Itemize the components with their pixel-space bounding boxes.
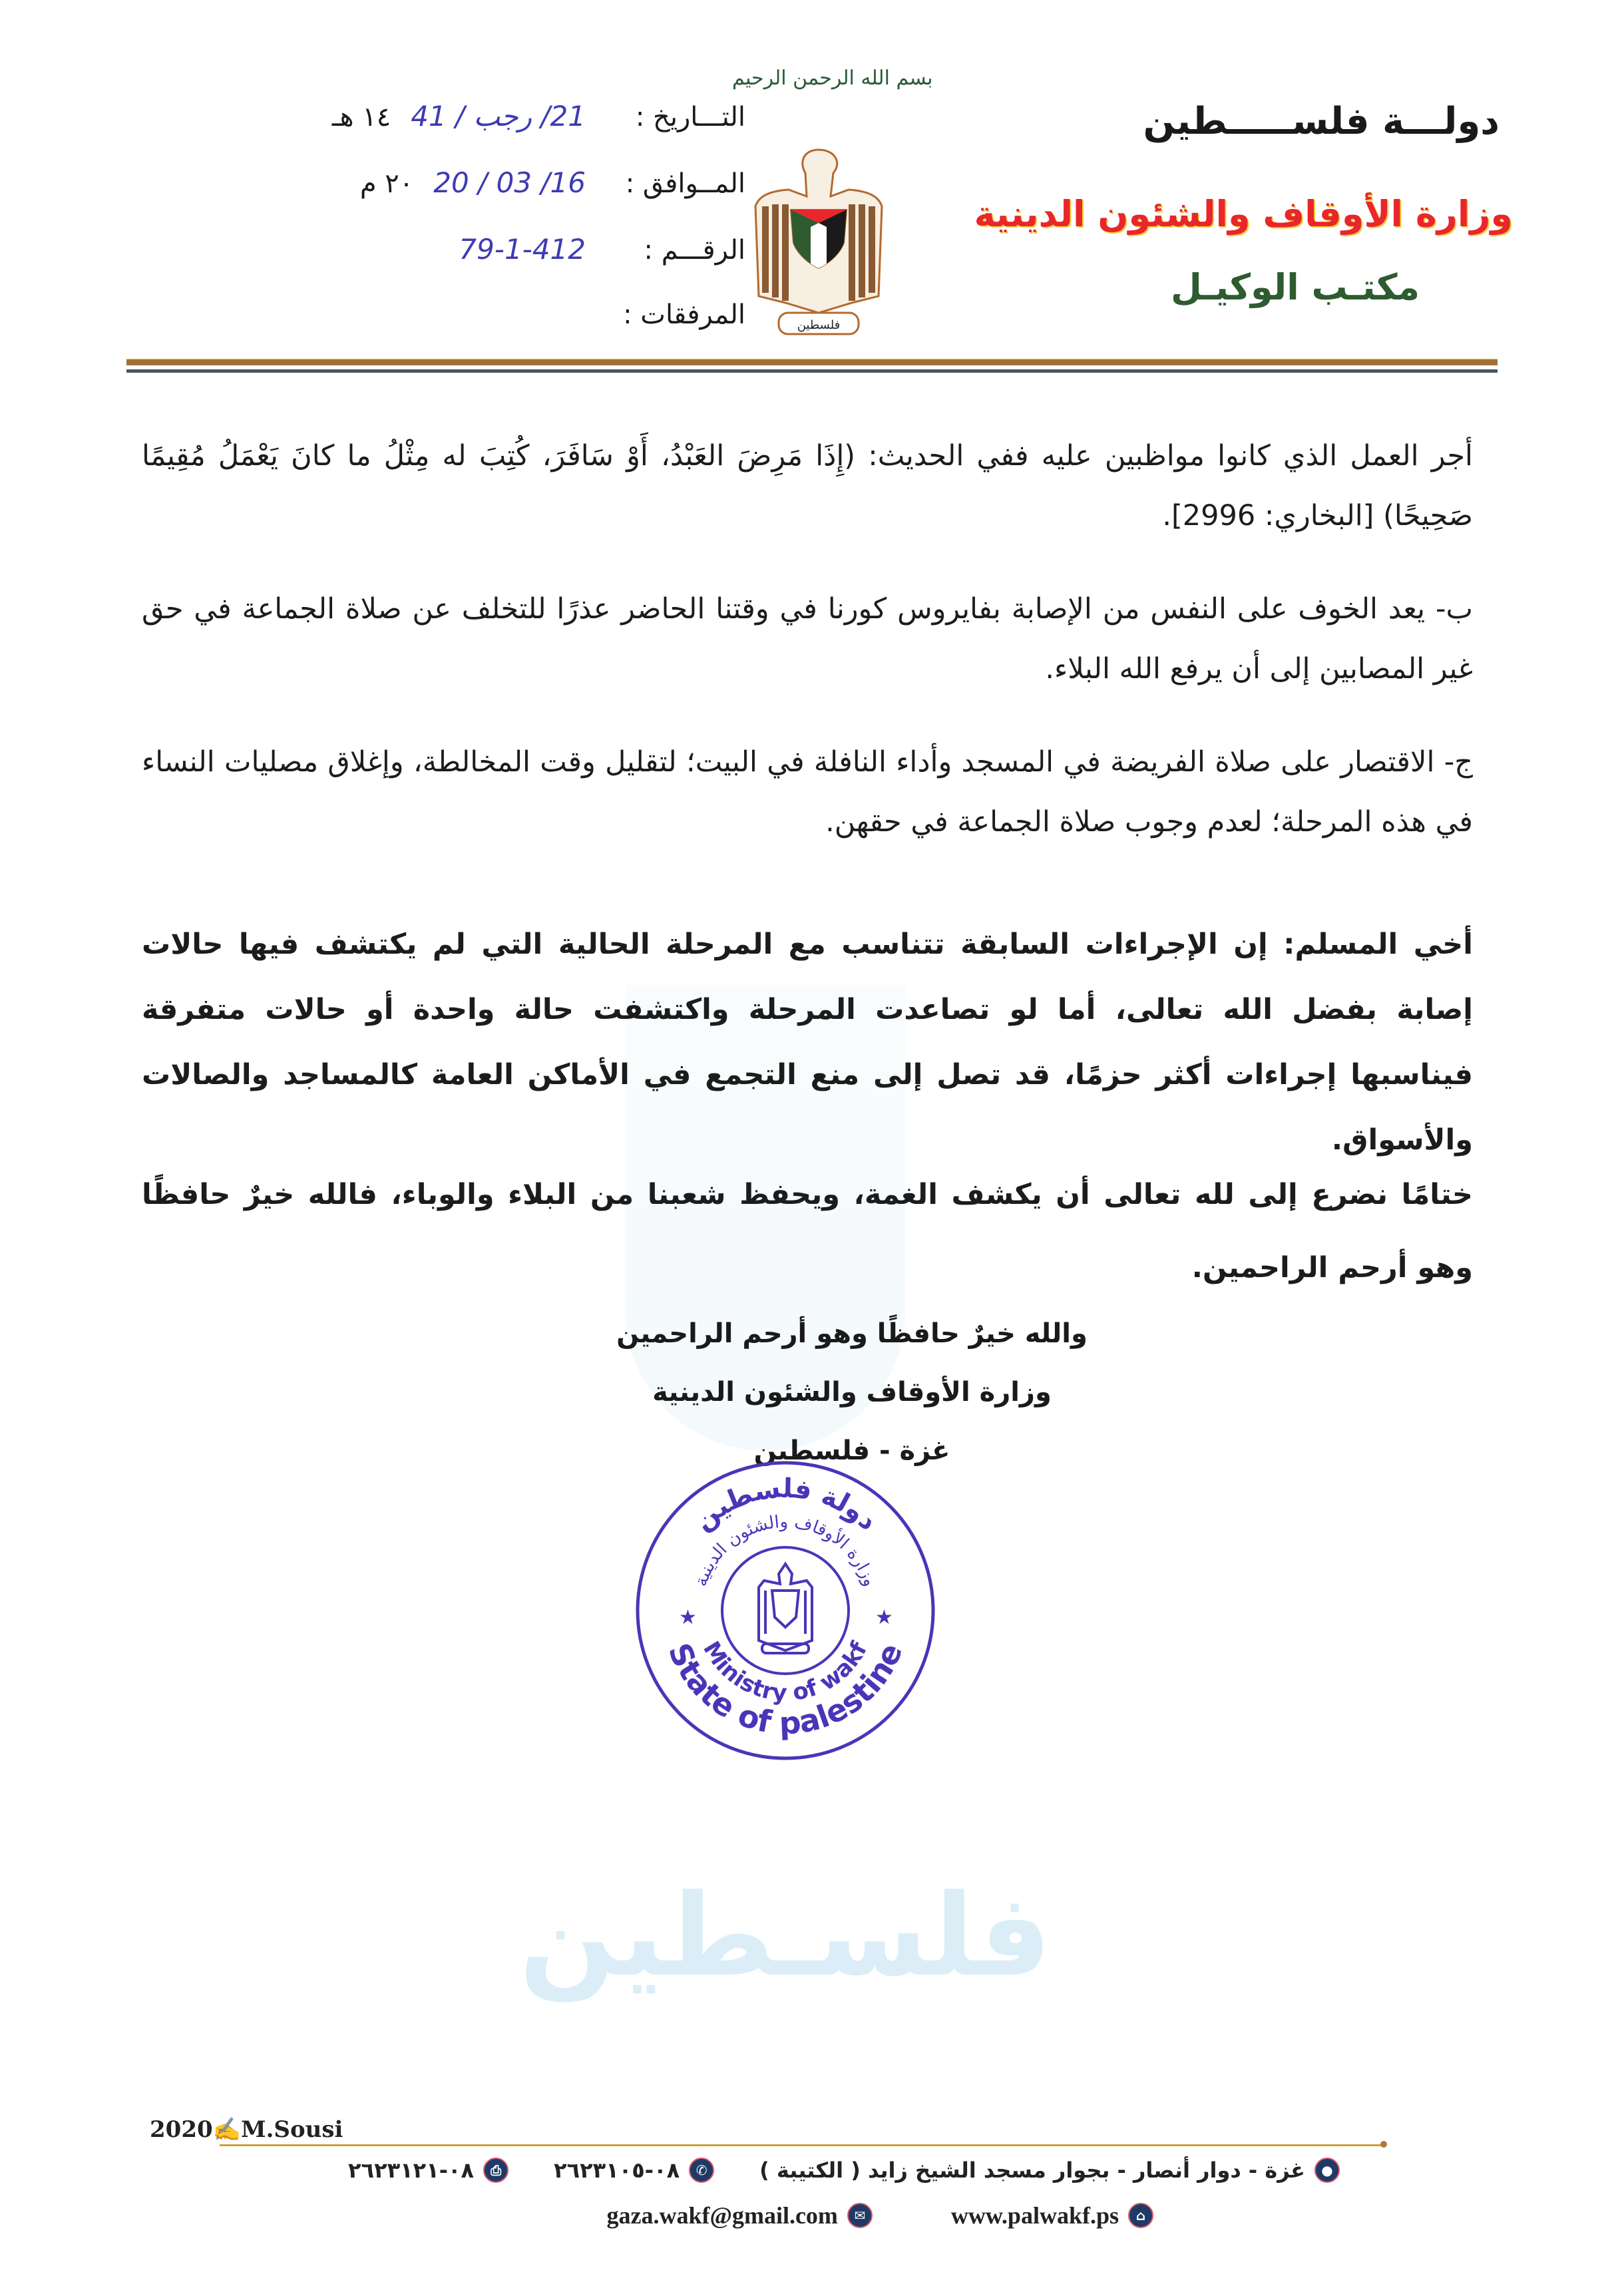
emblem-caption: فلسطين <box>797 318 841 332</box>
closing-location: غزة - فلسطين <box>753 1435 950 1466</box>
paragraph-text: ب- يعد الخوف على النفس من الإصابة بفايروس كورنا في وقتنا الحاضر عذرًا للتخلف عن صلاة الجماعة في حق غير المصابين إلى أن يرفع الله البلاء. <box>142 592 1473 685</box>
footer-divider-dot <box>1380 2141 1387 2148</box>
footer-website-link[interactable]: www.palwakf.ps <box>950 2202 1119 2229</box>
hijri-date-value: 21/ رجب / 41 <box>411 100 586 132</box>
footer-address: غزة - دوار أنصار - بجوار مسجد الشيخ زايد ( الكتيبة ) <box>759 2158 1305 2183</box>
header-divider-gold <box>126 359 1498 365</box>
footer-fax: ٠٨-٢٦٢٣١٢١ <box>348 2158 475 2183</box>
stamp-english-inner: Ministry of wakf <box>698 1636 873 1707</box>
paragraph-text: ختامًا نضرع إلى لله تعالى أن يكشف الغمة، ويحفظ شعبنا من البلاء والوباء، فالله خيرٌ حافظًا وهو أرحم الراحمين. <box>142 1178 1473 1284</box>
body-paragraph-c <box>142 732 1473 852</box>
home-website-icon: ⌂ <box>1128 2203 1153 2228</box>
closing-prayer: والله خيرٌ حافظًا وهو أرحم الراحمين <box>616 1318 1088 1349</box>
footer-online-row <box>606 2201 1153 2229</box>
document-credit: 2020✍M.Sousi <box>150 2116 343 2143</box>
footer-phone: ٠٨-٢٦٢٣١٠٥ <box>554 2158 680 2183</box>
palestine-eagle-emblem-icon <box>752 143 885 343</box>
attachments-label: المرفقات : <box>623 299 745 330</box>
state-name: دولـــة فلســـــطين <box>1143 100 1500 143</box>
header-divider-dark <box>126 369 1498 373</box>
meta-row-gregorian-date <box>146 166 745 233</box>
paragraph-text: أجر العمل الذي كانوا مواظبين عليه ففي الحديث: (إِذَا مَرِضَ العَبْدُ، أَوْ سَافَرَ، كُتِبَ له مِثْلُ ما كانَ يَعْمَلُ مُقِيمًا صَحِيحًا) [البخاري: 2996]. <box>142 439 1473 532</box>
gregorian-date-suffix: ٢٠ م <box>359 168 414 199</box>
paragraph-text: أخي المسلم: إن الإجراءات السابقة تتناسب مع المرحلة الحالية التي لم يكتشف فيها حالات إصابة بفضل الله تعالى، أما لو تصاعدت المرحلة واكتشفت حالة واحدة أو حالات متفرقة فيناسبها إجراءات أكثر حزمًا، قد تصل إلى منع التجمع في الأماكن العامة كالمساجد والصالات والأسواق. <box>142 928 1473 1157</box>
meta-row-attachments <box>146 299 745 366</box>
reference-value: 79-1-412 <box>459 233 586 266</box>
official-stamp <box>632 1457 938 1764</box>
closing-ministry: وزارة الأوقاف والشئون الدينية <box>652 1377 1052 1408</box>
phone-icon: ✆ <box>689 2158 714 2183</box>
reference-label: الرقـــم : <box>644 235 745 266</box>
gregorian-date-label: المــوافق : <box>625 168 745 199</box>
hijri-date-suffix: ١٤ هـ <box>331 102 391 132</box>
stamp-star-icon: ★ <box>679 1606 697 1629</box>
meta-row-hijri-date <box>146 100 745 166</box>
stamp-arabic-inner: وزارة الأوقاف والشئون الدينية <box>690 1511 881 1589</box>
body-paragraph-closing <box>142 1158 1473 1304</box>
paragraph-text: ج- الاقتصار على صلاة الفريضة في المسجد وأداء النافلة في البيت؛ لتقليل وقت المخالطة، وإغلاق مصليات النساء في هذه المرحلة؛ لعدم وجوب صلاة الجماعة في حقهن. <box>142 745 1473 839</box>
meta-row-reference <box>146 233 745 299</box>
body-paragraph-notice <box>142 912 1473 1173</box>
email-envelope-icon: ✉ <box>847 2203 873 2228</box>
stamp-english-outer: State of palestine <box>661 1638 910 1742</box>
footer-contact-row <box>348 2158 1340 2183</box>
signature-block <box>0 1304 1398 1480</box>
ministry-name: وزارة الأوقاف والشئون الدينية <box>974 193 1513 235</box>
stamp-star-icon: ★ <box>875 1606 893 1629</box>
body-paragraph-b <box>142 579 1473 699</box>
gregorian-date-value: 16/ 03 / 20 <box>433 166 586 199</box>
footer-email-link[interactable]: gaza.wakf@gmail.com <box>606 2202 838 2229</box>
letter-meta <box>146 100 745 366</box>
palestine-watermark: فلسـطين <box>519 1870 1052 2002</box>
fax-printer-icon: ⎙ <box>483 2158 508 2183</box>
footer-divider <box>220 2144 1384 2146</box>
location-pin-icon: ● <box>1314 2158 1340 2183</box>
body-paragraph-hadith <box>142 426 1473 546</box>
stamp-eagle-icon <box>759 1564 812 1653</box>
basmala: بسم الله الرحمن الرحيم <box>732 67 933 90</box>
hijri-date-label: التـــاريخ : <box>635 102 745 132</box>
stamp-arabic-outer: دولة فلسطين <box>688 1473 883 1537</box>
office-name: مكتـب الوكيـل <box>1170 266 1420 308</box>
